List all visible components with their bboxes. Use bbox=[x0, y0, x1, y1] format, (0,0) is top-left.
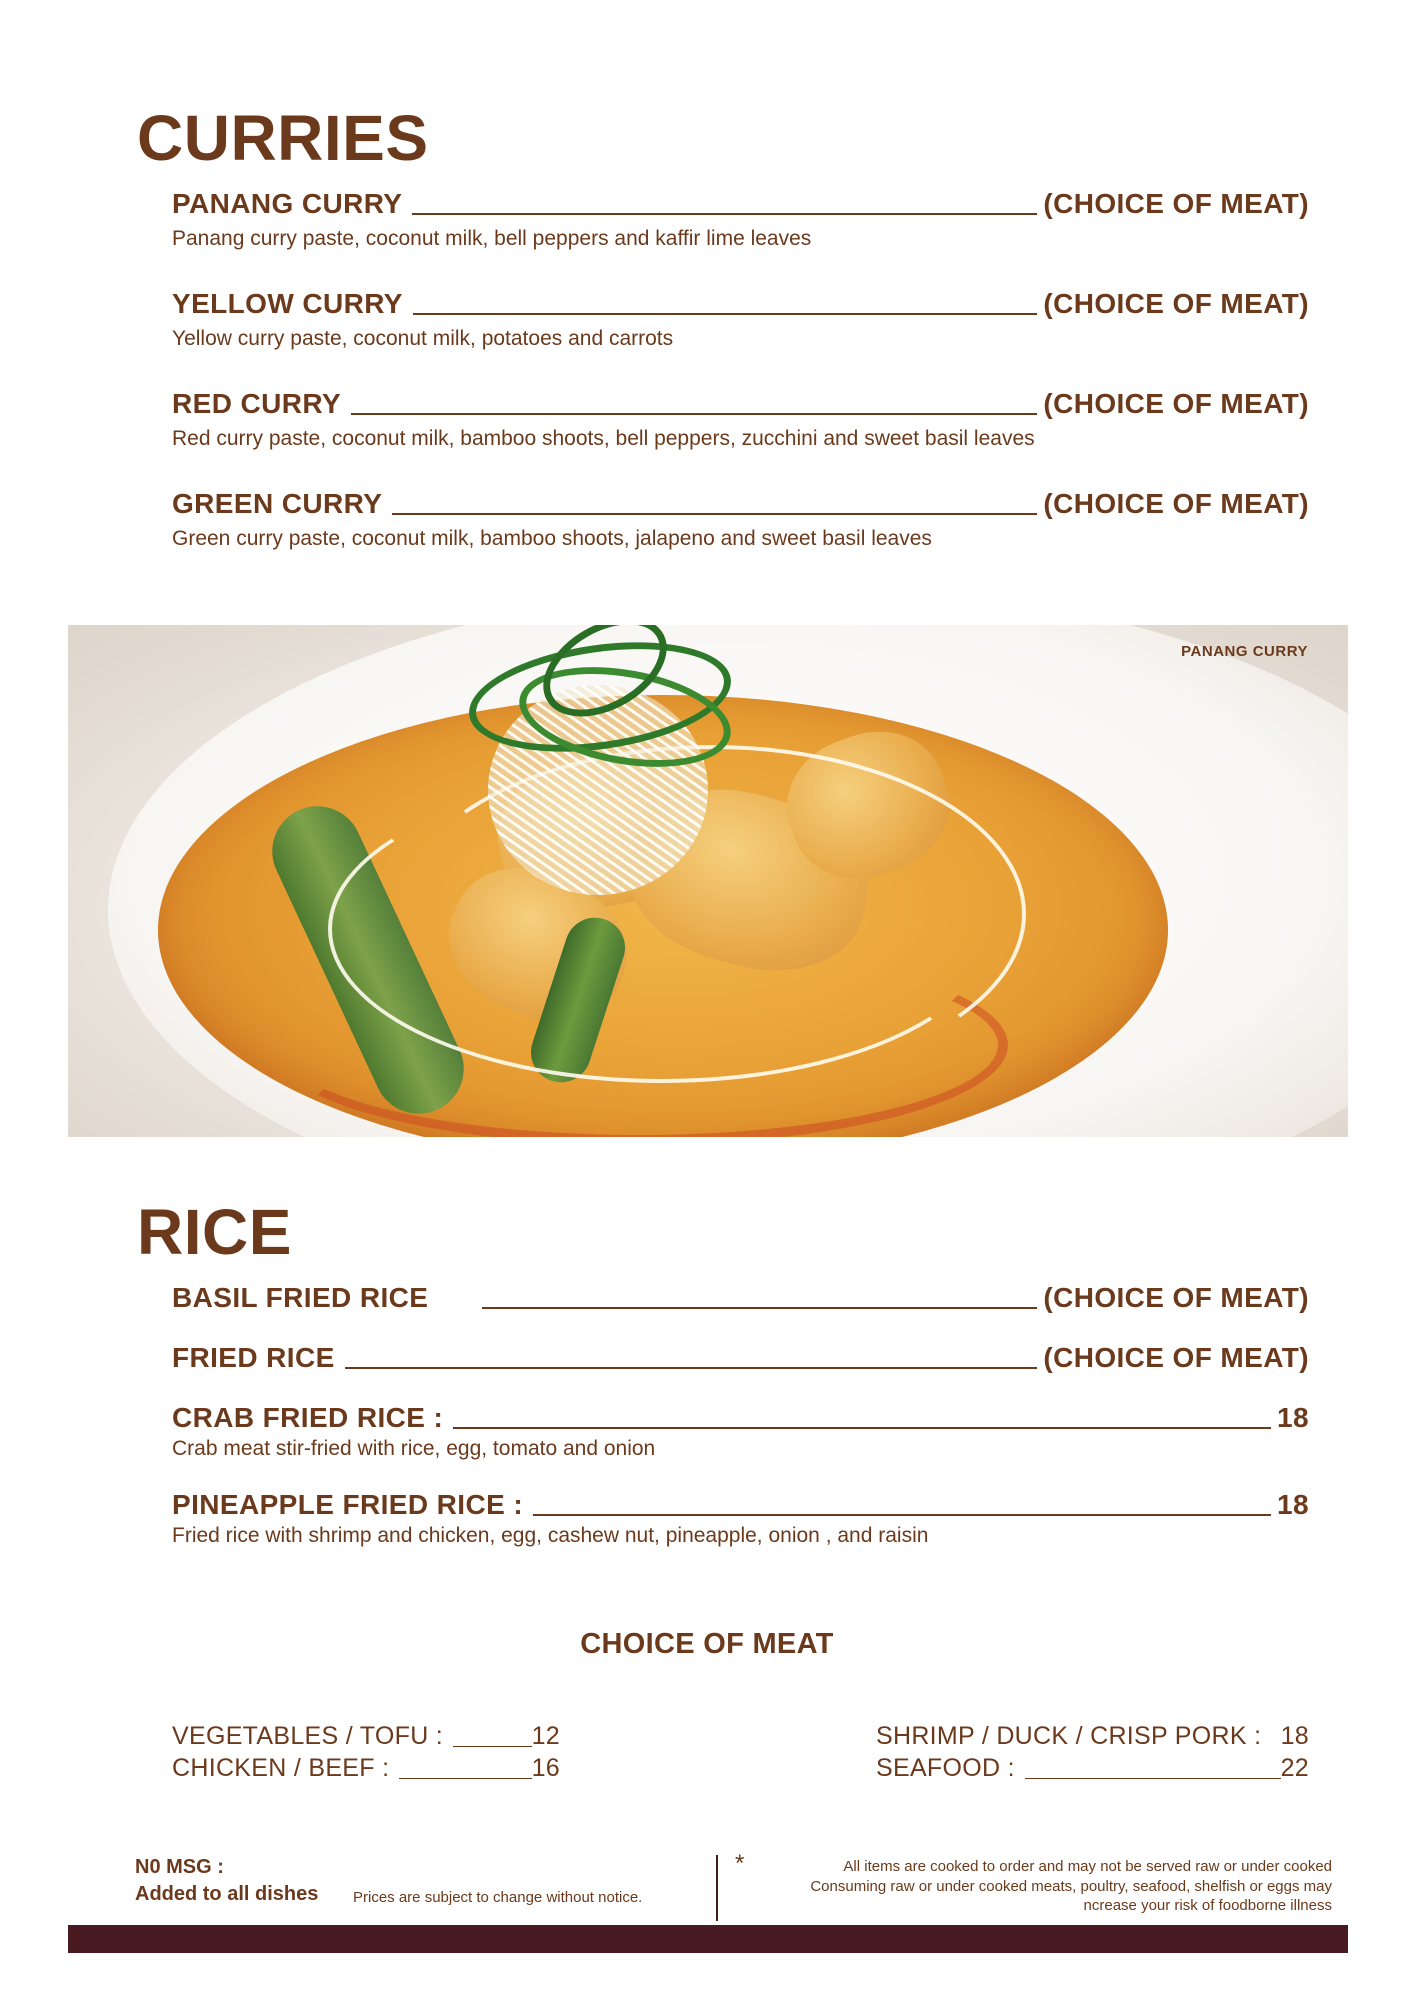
item-price: (CHOICE OF MEAT) bbox=[1043, 1342, 1309, 1373]
item-price: (CHOICE OF MEAT) bbox=[1043, 488, 1309, 519]
item-name: BASIL FRIED RICE bbox=[172, 1282, 429, 1313]
leader-line bbox=[351, 413, 1037, 415]
item-description: Yellow curry paste, coconut milk, potatoes and carrots bbox=[172, 326, 674, 350]
item-description: Green curry paste, coconut milk, bamboo shoots, jalapeno and sweet basil leaves bbox=[172, 526, 932, 550]
meat-option-vegetables-tofu bbox=[172, 1722, 560, 1751]
disclaimer-line: Consuming raw or under cooked meats, poultry, seafood, shelfish or eggs may bbox=[810, 1877, 1332, 1895]
item-name: GREEN CURRY bbox=[172, 488, 383, 519]
menu-item-panang-curry bbox=[172, 189, 1309, 251]
item-name: FRIED RICE bbox=[172, 1342, 335, 1373]
leader-line bbox=[482, 1307, 1037, 1309]
item-description: Red curry paste, coconut milk, bamboo shoots, bell peppers, zucchini and sweet basil leaves bbox=[172, 426, 1035, 450]
item-description: Crab meat stir-fried with rice, egg, tomato and onion bbox=[172, 1436, 656, 1460]
rice-title: RICE bbox=[137, 1196, 292, 1268]
item-name: CRAB FRIED RICE : bbox=[172, 1402, 444, 1433]
item-price: (CHOICE OF MEAT) bbox=[1043, 1282, 1309, 1313]
choice-of-meat-title: CHOICE OF MEAT bbox=[580, 1628, 834, 1660]
asterisk: * bbox=[735, 1850, 745, 1877]
leader-line bbox=[392, 513, 1037, 515]
item-price: 18 bbox=[1277, 1402, 1309, 1433]
meat-label: SEAFOOD : bbox=[876, 1754, 1015, 1782]
menu-item-basil-fried-rice bbox=[172, 1283, 1309, 1314]
item-price: (CHOICE OF MEAT) bbox=[1043, 188, 1309, 219]
menu-item-green-curry bbox=[172, 489, 1309, 551]
menu-item-red-curry bbox=[172, 389, 1309, 451]
meat-price: 18 bbox=[1280, 1722, 1309, 1750]
meat-price: 12 bbox=[531, 1722, 560, 1750]
menu-item-fried-rice bbox=[172, 1343, 1309, 1374]
menu-item-pineapple-fried-rice bbox=[172, 1490, 1309, 1548]
item-name: YELLOW CURRY bbox=[172, 288, 403, 319]
price-change-note: Prices are subject to change without notice. bbox=[353, 1889, 643, 1906]
item-price: 18 bbox=[1277, 1489, 1309, 1520]
meat-price: 16 bbox=[531, 1754, 560, 1782]
item-name: PINEAPPLE FRIED RICE : bbox=[172, 1489, 524, 1520]
menu-item-yellow-curry bbox=[172, 289, 1309, 351]
item-price: (CHOICE OF MEAT) bbox=[1043, 288, 1309, 319]
disclaimer-line: All items are cooked to order and may not be served raw or under cooked bbox=[843, 1858, 1332, 1875]
leader-line bbox=[345, 1367, 1038, 1369]
item-name: PANANG CURRY bbox=[172, 188, 403, 219]
leader-line bbox=[1025, 1778, 1281, 1779]
panang-curry-photo bbox=[68, 625, 1348, 1137]
leader-line bbox=[399, 1778, 531, 1779]
bottom-bar bbox=[68, 1925, 1348, 1953]
disclaimer-line: ncrease your risk of foodborne illness bbox=[1083, 1897, 1332, 1914]
item-price: (CHOICE OF MEAT) bbox=[1043, 388, 1309, 419]
leader-line bbox=[453, 1427, 1271, 1429]
meat-label: SHRIMP / DUCK / CRISP PORK : bbox=[876, 1722, 1262, 1750]
leader-line bbox=[412, 213, 1037, 215]
meat-price: 22 bbox=[1280, 1754, 1309, 1782]
menu-item-crab-fried-rice bbox=[172, 1403, 1309, 1461]
footer-divider bbox=[716, 1855, 718, 1921]
added-to-all-dishes: Added to all dishes bbox=[135, 1883, 319, 1905]
meat-option-shrimp-duck-pork bbox=[876, 1722, 1309, 1751]
photo-caption: PANANG CURRY bbox=[1181, 643, 1308, 660]
leader-line bbox=[533, 1514, 1271, 1516]
item-description: Panang curry paste, coconut milk, bell peppers and kaffir lime leaves bbox=[172, 226, 812, 250]
curries-title: CURRIES bbox=[137, 102, 429, 174]
meat-option-seafood bbox=[876, 1754, 1309, 1783]
no-msg-label: N0 MSG : bbox=[135, 1856, 224, 1878]
meat-option-chicken-beef bbox=[172, 1754, 560, 1783]
food-safety-disclaimer bbox=[732, 1857, 1332, 1916]
item-name: RED CURRY bbox=[172, 388, 342, 419]
leader-line bbox=[453, 1746, 532, 1747]
meat-label: VEGETABLES / TOFU : bbox=[172, 1722, 444, 1750]
item-description: Fried rice with shrimp and chicken, egg, cashew nut, pineapple, onion , and raisin bbox=[172, 1523, 929, 1547]
leader-line bbox=[413, 313, 1037, 315]
meat-label: CHICKEN / BEEF : bbox=[172, 1754, 390, 1782]
